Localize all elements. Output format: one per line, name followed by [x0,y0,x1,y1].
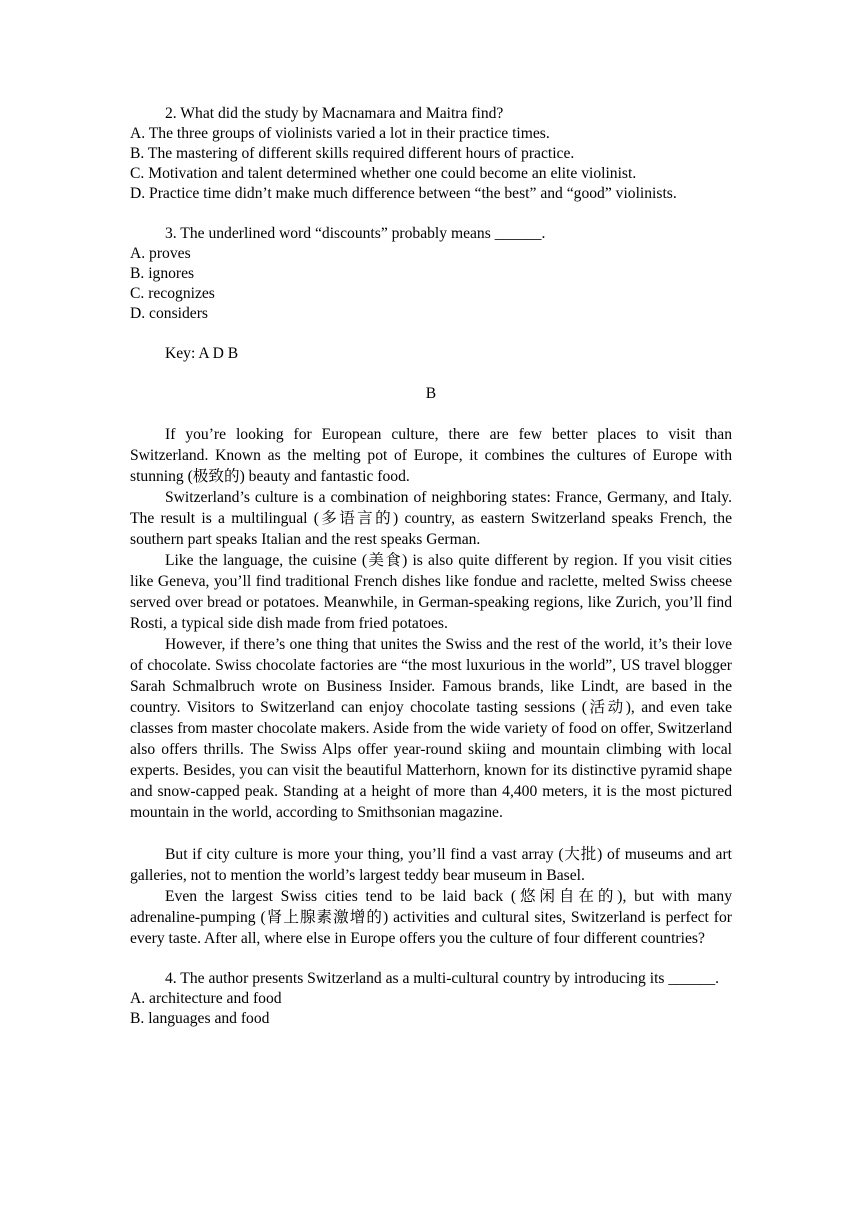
question-4-stem: 4. The author presents Switzerland as a multi-cultural country by introducing its ______. [165,970,720,987]
question-3-option-a: A. proves [130,245,191,262]
question-2-option-a: A. The three groups of violinists varied a lot in their practice times. [130,125,550,142]
spacer [130,364,732,384]
passage-paragraph-4: However, if there’s one thing that unites the Swiss and the rest of the world, it’s their love of chocolate. Swiss chocolate factories are “the most luxurious in the world”, US travel blogger Sarah Schmalbruch wrote on Business Insider. Famous brands, like Lindt, are based in the country. Visitors to Switzerland can enjoy chocolate tasting sessions (活动), and even take classes from master chocolate makers. Aside from the wide variety of food on offer, Switzerland also offers thrills. The Swiss Alps offer year-round skiing and mountain climbing with local experts. Besides, you can visit the beautiful Matterhorn, known for its distinctive pyramid shape and snow-capped peak. Standing at a height of more than 4,400 meters, it is the most pictured mountain in the world, according to Smithsonian magazine. [130,636,732,821]
question-2-option-b: B. The mastering of different skills required different hours of practice. [130,145,575,162]
question-2-stem: 2. What did the study by Macnamara and Maitra find? [165,105,504,122]
question-3-stem: 3. The underlined word “discounts” probably means ______. [165,225,546,242]
document-page [130,104,732,1029]
spacer [130,324,732,344]
passage-paragraph-6: Even the largest Swiss cities tend to be laid back (悠闲自在的), but with many adrenaline-pumping (肾上腺素激增的) activities and cultural sites, Switzerland is perfect for every taste. After all, where else in Europe offers you the culture of four different countries? [130,888,732,947]
passage-paragraph-5: But if city culture is more your thing, you’ll find a vast array (大批) of museums and art galleries, not to mention the world’s largest teddy bear museum in Basel. [130,846,732,884]
passage-paragraph-3: Like the language, the cuisine (美食) is also quite different by region. If you visit cities like Geneva, you’ll find traditional French dishes like fondue and raclette, melted Swiss cheese served over bread or potatoes. Meanwhile, in German-speaking regions, like Zurich, you’ll find Rosti, a typical side dish made from fried potatoes. [130,552,732,632]
section-heading: B [425,385,437,402]
spacer [130,404,732,424]
passage-paragraph-1: If you’re looking for European culture, there are few better places to visit than Switzerland. Known as the melting pot of Europe, it combines the cultures of Europe with stunning (极致的) beauty and fantastic food. [130,426,732,485]
question-4-option-a: A. architecture and food [130,990,282,1007]
question-3-option-c: C. recognizes [130,285,215,302]
question-4-option-b: B. languages and food [130,1010,270,1027]
question-3-option-d: D. considers [130,305,208,322]
spacer [130,949,732,969]
answer-key: Key: A D B [165,345,239,362]
question-3-option-b: B. ignores [130,265,195,282]
question-2-option-c: C. Motivation and talent determined whether one could become an elite violinist. [130,165,637,182]
passage-paragraph-2: Switzerland’s culture is a combination of neighboring states: France, Germany, and Italy. The result is a multilingual (多语言的) country, as eastern Switzerland speaks French, the southern part speaks Italian and the rest speaks German. [130,489,732,548]
question-2-option-d: D. Practice time didn’t make much difference between “the best” and “good” violinists. [130,185,677,202]
spacer [130,204,732,224]
spacer [130,823,732,844]
